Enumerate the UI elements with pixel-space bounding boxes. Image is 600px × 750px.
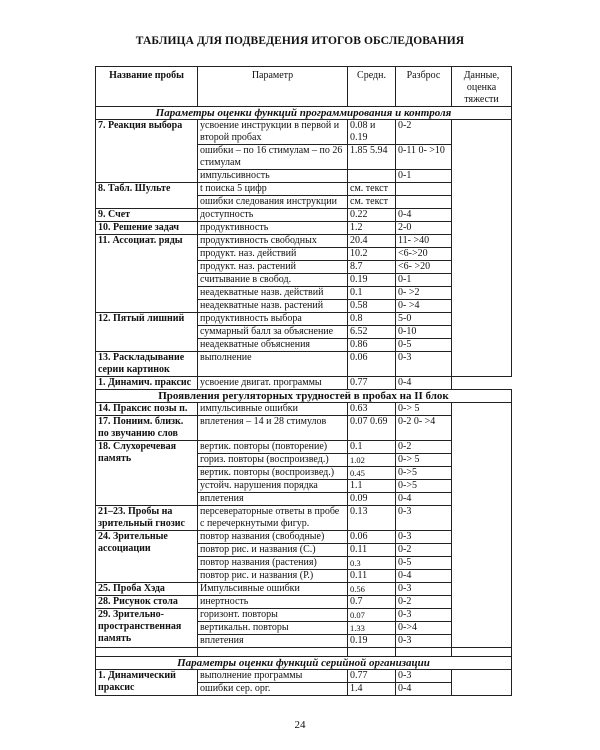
table-row <box>96 183 512 196</box>
param-cell: продуктивность <box>198 222 348 235</box>
range-cell: 0-4 <box>396 377 452 390</box>
probe-cell: 1. Динамический праксис <box>96 670 198 696</box>
range-cell: 0-> 5 <box>396 403 452 416</box>
range-cell: 0->4 <box>396 622 452 635</box>
param-cell: импульсивные ошибки <box>198 403 348 416</box>
range-cell: 0-10 <box>396 326 452 339</box>
data-cell <box>452 670 512 696</box>
param-cell: усвоение инструкции в первой и второй пробах <box>198 120 348 145</box>
spacer-row <box>96 648 512 657</box>
mean-cell: 0.09 <box>348 493 396 506</box>
table-row <box>96 120 512 145</box>
range-cell: 0->5 <box>396 480 452 493</box>
range-cell: 0-> 5 <box>396 454 452 467</box>
section-title: Проявления регуляторных трудностей в пробах на II блок <box>96 390 512 403</box>
param-cell: горизонт. повторы <box>198 609 348 622</box>
page-number: 24 <box>294 719 306 731</box>
range-cell: 0-3 <box>396 635 452 648</box>
mean-cell: 0.11 <box>348 570 396 583</box>
range-cell: 0-5 <box>396 557 452 570</box>
param-cell: повтор рис. и названия (Р.) <box>198 570 348 583</box>
param-cell: считывание в свобод. <box>198 274 348 287</box>
mean-cell: 1.2 <box>348 222 396 235</box>
range-cell: 11- >40 <box>396 235 452 248</box>
probe-cell: 14. Праксис позы п. <box>96 403 198 416</box>
mean-cell: 0.19 <box>348 274 396 287</box>
section-row <box>96 390 512 403</box>
section-title: Параметры оценки функций серийной организации <box>96 657 512 670</box>
mean-cell: 0.77 <box>348 377 396 390</box>
range-cell: 0-4 <box>396 570 452 583</box>
mean-cell: 0.06 <box>348 352 396 377</box>
param-cell: вплетения <box>198 493 348 506</box>
probe-cell: 1. Динамич. праксис <box>96 377 198 390</box>
mean-cell: 0.06 <box>348 531 396 544</box>
mean-cell: 6.52 <box>348 326 396 339</box>
results-table <box>95 66 512 696</box>
range-cell: 0- >2 <box>396 287 452 300</box>
probe-cell: 13. Раскладывание серии картинок <box>96 352 198 377</box>
param-cell: вертик. повторы (воспроизвед.) <box>198 467 348 480</box>
range-cell: 0-3 <box>396 352 452 377</box>
table-row <box>96 416 512 441</box>
probe-cell: 18. Слухоречевая память <box>96 441 198 506</box>
range-cell: 0-1 <box>396 274 452 287</box>
param-cell: импульсивность <box>198 170 348 183</box>
header-param: Параметр <box>198 67 348 107</box>
probe-cell: 7. Реакция выбора <box>96 120 198 183</box>
range-cell: 0- >4 <box>396 300 452 313</box>
param-cell: ошибки сер. орг. <box>198 683 348 696</box>
probe-cell: 17. Пониим. близк. по звучанию слов <box>96 416 198 441</box>
range-cell: 0-2 <box>396 120 452 145</box>
range-cell: <6->20 <box>396 248 452 261</box>
param-cell: гориз. повторы (воспроизвед.) <box>198 454 348 467</box>
range-cell: 0-4 <box>396 209 452 222</box>
mean-cell: см. текст <box>348 196 396 209</box>
mean-cell: 10.2 <box>348 248 396 261</box>
table-row <box>96 222 512 235</box>
table-row <box>96 377 512 390</box>
mean-cell: 1.85 5.94 <box>348 145 396 170</box>
param-cell: t поиска 5 цифр <box>198 183 348 196</box>
mean-cell: 0.11 <box>348 544 396 557</box>
param-cell: повтор рис. и названия (С.) <box>198 544 348 557</box>
mean-cell: 0.13 <box>348 506 396 531</box>
table-row <box>96 313 512 326</box>
param-cell: продукт. наз. действий <box>198 248 348 261</box>
mean-cell: 0.07 0.69 <box>348 416 396 441</box>
mean-cell: 0.45 <box>348 467 396 480</box>
probe-cell: 9. Счет <box>96 209 198 222</box>
mean-cell: 8.7 <box>348 261 396 274</box>
mean-cell: 0.3 <box>348 557 396 570</box>
param-cell: повтор названия (растения) <box>198 557 348 570</box>
table-row <box>96 670 512 683</box>
mean-cell: 0.07 <box>348 609 396 622</box>
param-cell: продуктивность свободных <box>198 235 348 248</box>
param-cell: ошибки следования инструкции <box>198 196 348 209</box>
range-cell: 0-3 <box>396 583 452 596</box>
mean-cell: 1.4 <box>348 683 396 696</box>
param-cell: выполнение программы <box>198 670 348 683</box>
param-cell: продуктивность выбора <box>198 313 348 326</box>
mean-cell: см. текст <box>348 183 396 196</box>
range-cell: 0-3 <box>396 506 452 531</box>
param-cell: неадекватные назв. действий <box>198 287 348 300</box>
probe-cell: 24. Зрительные ассоциации <box>96 531 198 583</box>
mean-cell: 0.56 <box>348 583 396 596</box>
range-cell: 0-5 <box>396 339 452 352</box>
probe-cell: 25. Проба Хэда <box>96 583 198 596</box>
param-cell: повтор названия (свободные) <box>198 531 348 544</box>
probe-cell: 21–23. Пробы на зрительный гнозис <box>96 506 198 531</box>
mean-cell: 0.63 <box>348 403 396 416</box>
param-cell: вплетения – 14 и 28 стимулов <box>198 416 348 441</box>
section-title: Параметры оценки функций программирования и контроля <box>96 107 512 120</box>
probe-cell: 12. Пятый лишний <box>96 313 198 352</box>
table-row <box>96 596 512 609</box>
param-cell: доступность <box>198 209 348 222</box>
page-title: ТАБЛИЦА ДЛЯ ПОДВЕДЕНИЯ ИТОГОВ ОБСЛЕДОВАНИЯ <box>135 35 465 47</box>
range-cell: 0-4 <box>396 493 452 506</box>
range-cell: 0-3 <box>396 531 452 544</box>
range-cell: 0-2 <box>396 544 452 557</box>
param-cell: продукт. наз. растений <box>198 261 348 274</box>
probe-cell: 11. Ассоциат. ряды <box>96 235 198 313</box>
data-cell <box>452 403 512 648</box>
table-row <box>96 441 512 454</box>
param-cell: неадекватные назв. растений <box>198 300 348 313</box>
mean-cell: 0.77 <box>348 670 396 683</box>
probe-cell: 8. Табл. Шульте <box>96 183 198 209</box>
header-mean: Средн. <box>348 67 396 107</box>
range-cell: 0-2 <box>396 441 452 454</box>
param-cell: персевераторные ответы в пробе с перечеркнутыми фигур. <box>198 506 348 531</box>
range-cell: 0-3 <box>396 609 452 622</box>
mean-cell: 0.86 <box>348 339 396 352</box>
range-cell: 0->5 <box>396 467 452 480</box>
header-name: Название пробы <box>96 67 198 107</box>
probe-cell: 10. Решение задач <box>96 222 198 235</box>
param-cell: суммарный балл за объяснение <box>198 326 348 339</box>
probe-cell: 29. Зрительно-пространственная память <box>96 609 198 648</box>
mean-cell: 20.4 <box>348 235 396 248</box>
mean-cell: 1.1 <box>348 480 396 493</box>
range-cell: 0-11 0- >10 <box>396 145 452 170</box>
param-cell: инертность <box>198 596 348 609</box>
header-range: Разброс <box>396 67 452 107</box>
section-row <box>96 107 512 120</box>
table-row <box>96 506 512 531</box>
section-row <box>96 657 512 670</box>
mean-cell: 0.19 <box>348 635 396 648</box>
mean-cell: 0.8 <box>348 313 396 326</box>
mean-cell: 0.1 <box>348 441 396 454</box>
mean-cell: 0.08 и 0.19 <box>348 120 396 145</box>
range-cell: 0-1 <box>396 170 452 183</box>
table-row <box>96 235 512 248</box>
table-row <box>96 609 512 622</box>
param-cell: неадекватные объяснения <box>198 339 348 352</box>
mean-cell: 0.7 <box>348 596 396 609</box>
param-cell: вертик. повторы (повторение) <box>198 441 348 454</box>
header-data: Данные, оценка тяжести <box>452 67 512 107</box>
mean-cell: 1.02 <box>348 454 396 467</box>
param-cell: устойч. нарушения порядка <box>198 480 348 493</box>
probe-cell: 28. Рисунок стола <box>96 596 198 609</box>
mean-cell: 1.33 <box>348 622 396 635</box>
range-cell: 5-0 <box>396 313 452 326</box>
mean-cell: 0.1 <box>348 287 396 300</box>
range-cell: 0-2 <box>396 596 452 609</box>
range-cell <box>396 196 452 209</box>
range-cell: 0-4 <box>396 683 452 696</box>
param-cell: усвоение двигат. программы <box>198 377 348 390</box>
param-cell: Импульсивные ошибки <box>198 583 348 596</box>
param-cell: выполнение <box>198 352 348 377</box>
mean-cell: 0.22 <box>348 209 396 222</box>
range-cell <box>396 183 452 196</box>
table-row <box>96 209 512 222</box>
param-cell: вертикальн. повторы <box>198 622 348 635</box>
range-cell: <6- >20 <box>396 261 452 274</box>
param-cell: ошибки – по 16 стимулам – по 26 стимулам <box>198 145 348 170</box>
range-cell: 0-2 0- >4 <box>396 416 452 441</box>
table-row <box>96 531 512 544</box>
range-cell: 2-0 <box>396 222 452 235</box>
range-cell: 0-3 <box>396 670 452 683</box>
header-row <box>96 67 512 107</box>
mean-cell: 0.58 <box>348 300 396 313</box>
mean-cell <box>348 170 396 183</box>
table-row <box>96 352 512 377</box>
data-cell <box>452 120 512 377</box>
table-row <box>96 403 512 416</box>
table-row <box>96 583 512 596</box>
param-cell: вплетения <box>198 635 348 648</box>
